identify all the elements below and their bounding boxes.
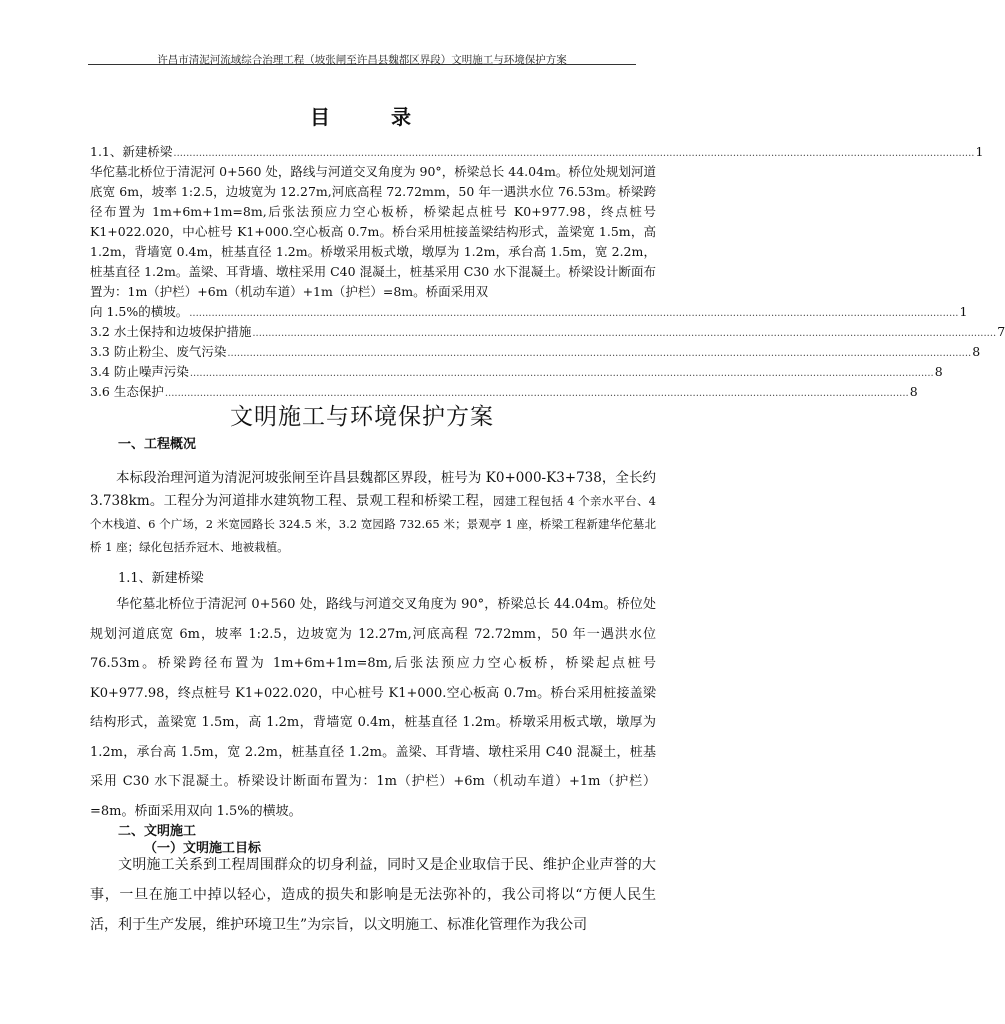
subsection-heading-goals: （一）文明施工目标 [144,841,262,856]
toc-entry[interactable] [90,342,981,362]
toc-summary-last-text: 向 1.5%的横坡。 [90,304,189,319]
bridge-paragraph-text: 华佗墓北桥位于清泥河 0+560 处，路线与河道交叉角度为 90°，桥梁总长 44.04m。桥位处规划河道底宽 6m，坡率 1:2.5，边坡宽为 12.27m,河底高程 72.72mm，50 年一遇洪水位 76.53m。桥梁跨径布置为 1m+6m+1m=8m,后张法预应力空心板桥，桥梁起点桩号 K0+977.98，终点桩号 K1+022.020，中心桩号 K1+000.空心板高 0.7m。桥台采用桩接盖梁结构形式，盖梁宽 1.5m，高 1.2m，背墙宽 0.4m，桩基直径 1.2m。桥墩采用板式墩，墩厚为 1.2m，承台高 1.5m，宽 2.2m，桩基直径 1.2m。盖梁、耳背墙、墩柱采用 C40 混凝土，桩基采用 C30 水下混凝土。桥梁设计断面布置为：1m（护栏）+6m（机动车道）+1m（护栏）=8m。桥面采用双向 1.5%的横坡。 [90,597,656,819]
toc-title-right: 录 [391,105,414,129]
toc-leader-dots: .......................................................................................................................................................................................................................................... [227,348,972,359]
toc-entry-label: 3.4 防止噪声污染 [90,364,189,379]
toc-entry[interactable] [90,142,984,162]
document-title: 文明施工与环境保护方案 [230,404,494,430]
toc-leader-dots: .......................................................................................................................................................................................................................................... [164,388,909,399]
running-header: 许昌市清泥河流域综合治理工程（坡张闸至许昌县魏都区界段）文明施工与环境保护方案 [157,54,567,66]
table-of-contents [90,142,1005,402]
toc-entry-page: 8 [909,384,918,399]
section-heading-civilized: 二、文明施工 [118,824,197,839]
toc-leader-dots: ............................................................................................................................................................................................................................................................ [173,148,975,159]
toc-entry-label: 3.3 防止粉尘、废气污染 [90,344,227,359]
toc-entry-page: 1 [975,144,984,159]
toc-leader-dots: .......................................................................................................................................................................................................................................... [189,368,934,379]
toc-entry-page: 8 [972,344,981,359]
header-rule [88,64,636,65]
bridge-paragraph [90,590,656,826]
civilized-construction-paragraph [90,850,656,940]
toc-summary-last-line[interactable] [90,302,968,322]
toc-entry-page: 7 [997,324,1005,339]
overview-lead-text: 本标段治理河道为清泥河坡张闸至许昌县魏都区界段，桩号为 K0+000-K3+738，全长约 3.738km。工程分为河道排水建筑物工程、景观工程和桥梁工程， [90,470,656,509]
toc-title-left: 目 [310,105,333,129]
section-heading-overview: 一、工程概况 [118,437,197,452]
toc-summary-page: 1 [959,304,968,319]
toc-title [0,101,724,130]
civilized-paragraph-text: 文明施工关系到工程周围群众的切身利益，同时又是企业取信于民、维护企业声誉的大事，一旦在施工中掉以轻心，造成的损失和影响是无法弥补的，我公司将以“方便人民生活，利于生产发展，维护环境卫生”为宗旨，以文明施工、标准化管理作为我公司 [90,857,656,933]
toc-summary-paragraph[interactable]: 华佗墓北桥位于清泥河 0+560 处，路线与河道交叉角度为 90°，桥梁总长 44.04m。桥位处规划河道底宽 6m，坡率 1:2.5，边坡宽为 12.27m,河底高程 72.72mm，50 年一遇洪水位 76.53m。桥梁跨径布置为 1m+6m+1m=8m,后张法预应力空心板桥，桥梁起点桩号 K0+977.98，终点桩号 K1+022.020，中心桩号 K1+000.空心板高 0.7m。桥台采用桩接盖梁结构形式，盖梁宽 1.5m，高 1.2m，背墙宽 0.4m，桩基直径 1.2m。桥墩采用板式墩，墩厚为 1.2m，承台高 1.5m，宽 2.2m，桩基直径 1.2m。盖梁、耳背墙、墩柱采用 C40 混凝土，桩基采用 C30 水下混凝土。桥梁设计断面布置为：1m（护栏）+6m（机动车道）+1m（护栏）=8m。桥面采用双 [90,164,656,299]
toc-entry-label: 3.6 生态保护 [90,384,164,399]
toc-leader-dots: .................................................................................................................................................................................................................................................. [189,308,959,319]
overview-paragraph [90,467,656,559]
toc-entry-label: 1.1、新建桥梁 [90,144,173,159]
overview-small-text: 园建工程包括 4 个亲水平台、4 个木栈道、6 个广场，2 米宽园路长 324.5 米，3.2 宽园路 732.65 米；景观亭 1 座，桥梁工程新建华佗墓北桥 1 座；绿化包括乔冠木、地被栽植。 [90,494,656,554]
toc-entry[interactable] [90,322,1005,342]
subsection-heading-bridge: 1.1、新建桥梁 [118,571,204,586]
toc-entry[interactable] [90,362,943,382]
toc-entry-label: 3.2 水土保持和边坡保护措施 [90,324,252,339]
toc-leader-dots: .......................................................................................................................................................................................................................................... [252,328,997,339]
toc-entry-page: 8 [934,364,943,379]
